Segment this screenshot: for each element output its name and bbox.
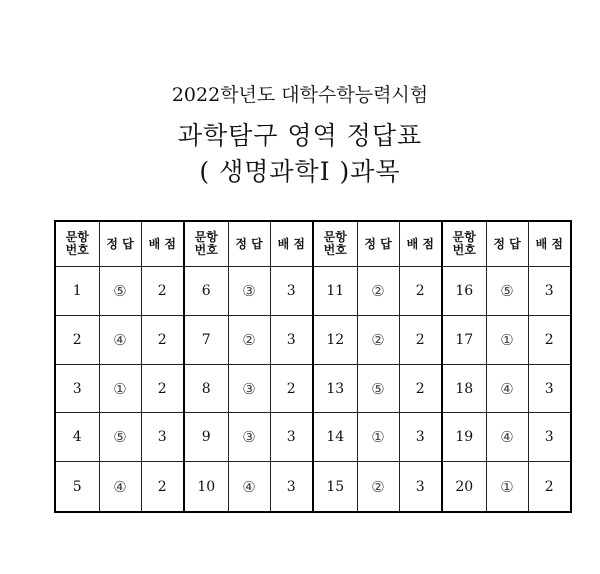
- question-number: 2: [55, 315, 99, 364]
- question-number: 5: [55, 462, 99, 512]
- question-number: 11: [313, 267, 357, 316]
- header-row: [55, 221, 571, 267]
- score-value: 2: [270, 364, 313, 413]
- score-value: 2: [141, 315, 184, 364]
- answer-key-table: [54, 220, 572, 513]
- question-number-header: 문항 번호: [313, 221, 357, 267]
- table-row: [55, 462, 571, 512]
- score-header: 배 점: [270, 221, 313, 267]
- answer-header: 정 답: [99, 221, 141, 267]
- exam-title: 2022학년도 대학수학능력시험: [171, 84, 429, 106]
- question-number: 7: [184, 315, 228, 364]
- answer-header: 정 답: [486, 221, 528, 267]
- question-number: 19: [442, 413, 486, 462]
- answer-value: ⑤: [357, 364, 399, 413]
- question-number: 6: [184, 267, 228, 316]
- question-number: 15: [313, 462, 357, 512]
- score-value: 3: [270, 267, 313, 316]
- answer-value: ④: [486, 364, 528, 413]
- question-number: 1: [55, 267, 99, 316]
- score-value: 2: [528, 462, 571, 512]
- question-number: 17: [442, 315, 486, 364]
- table-row: [55, 267, 571, 316]
- score-header: 배 점: [141, 221, 184, 267]
- answer-value: ①: [99, 364, 141, 413]
- answer-value: ③: [228, 267, 270, 316]
- score-value: 2: [141, 267, 184, 316]
- score-value: 3: [270, 413, 313, 462]
- score-value: 3: [270, 315, 313, 364]
- score-value: 2: [141, 462, 184, 512]
- score-value: 2: [141, 364, 184, 413]
- question-number: 14: [313, 413, 357, 462]
- score-header: 배 점: [528, 221, 571, 267]
- question-number: 9: [184, 413, 228, 462]
- question-number-header: 문항 번호: [55, 221, 99, 267]
- answer-value: ③: [228, 413, 270, 462]
- score-value: 2: [399, 364, 442, 413]
- score-value: 2: [399, 315, 442, 364]
- answer-value: ①: [486, 315, 528, 364]
- answer-value: ⑤: [99, 413, 141, 462]
- score-value: 2: [399, 267, 442, 316]
- subject-title: ( 생명과학Ⅰ )과목: [199, 157, 401, 186]
- question-number: 10: [184, 462, 228, 512]
- score-value: 2: [528, 315, 571, 364]
- question-number: 13: [313, 364, 357, 413]
- score-value: 3: [528, 364, 571, 413]
- question-number: 16: [442, 267, 486, 316]
- answer-value: ②: [357, 315, 399, 364]
- question-number-header: 문항 번호: [442, 221, 486, 267]
- question-number: 18: [442, 364, 486, 413]
- answer-value: ①: [486, 462, 528, 512]
- answer-value: ④: [486, 413, 528, 462]
- answer-value: ②: [357, 267, 399, 316]
- document-title: 과학탐구 영역 정답표: [177, 121, 423, 150]
- question-number: 8: [184, 364, 228, 413]
- answer-header: 정 답: [228, 221, 270, 267]
- score-value: 3: [141, 413, 184, 462]
- question-number: 3: [55, 364, 99, 413]
- answer-value: ④: [99, 315, 141, 364]
- answer-value: ④: [99, 462, 141, 512]
- score-value: 3: [399, 413, 442, 462]
- answer-value: ①: [357, 413, 399, 462]
- score-value: 3: [528, 413, 571, 462]
- table-row: [55, 364, 571, 413]
- question-number: 12: [313, 315, 357, 364]
- answer-value: ②: [228, 315, 270, 364]
- answer-value: ③: [228, 364, 270, 413]
- score-value: 3: [399, 462, 442, 512]
- answer-value: ②: [357, 462, 399, 512]
- table-row: [55, 315, 571, 364]
- answer-value: ⑤: [99, 267, 141, 316]
- score-header: 배 점: [399, 221, 442, 267]
- answer-value: ⑤: [486, 267, 528, 316]
- score-value: 3: [528, 267, 571, 316]
- answer-value: ④: [228, 462, 270, 512]
- table-row: [55, 413, 571, 462]
- question-number: 20: [442, 462, 486, 512]
- answer-header: 정 답: [357, 221, 399, 267]
- score-value: 3: [270, 462, 313, 512]
- question-number: 4: [55, 413, 99, 462]
- question-number-header: 문항 번호: [184, 221, 228, 267]
